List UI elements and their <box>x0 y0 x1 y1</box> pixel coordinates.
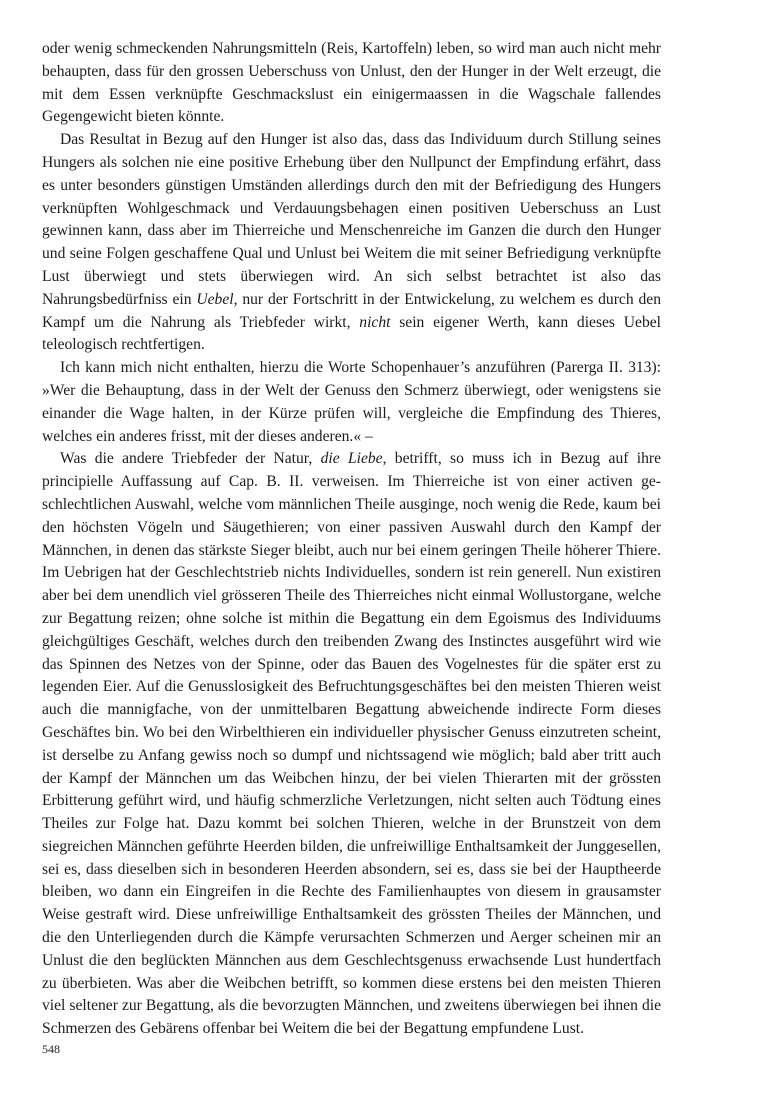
page-body <box>42 38 661 1041</box>
emphasis-text: die Liebe <box>320 450 383 468</box>
paragraph-2 <box>42 129 661 357</box>
page-number: 548 <box>42 1042 60 1056</box>
text-run: Was die andere Triebfeder der Natur, <box>60 450 321 468</box>
paragraph-4 <box>42 448 661 1041</box>
text-run: , betrifft, so muss ich in Bezug auf ihre principielle Auffassung auf Cap. B. II. verweisen. Im Thierreiche ist von einer activen geschlechtlichen Auswahl, welche vom männlichen Theile ausginge, noch wenig die Rede, kaum bei den höchsten Vögeln und Säugethieren; von einer passiven Auswahl durch den Kampf der Männchen, in denen das stärkste Sieger bleibt, auch nur bei einem geringen Theile höherer Thiere. Im Uebrigen hat der Geschlechtstrieb nichts Individuelles, sondern ist rein generell. Nun existiren aber bei dem unendlich viel grösseren Theile des Thierreiches nicht einmal Wollustorgane, welche zur Begattung reizen; ohne solche ist mithin die Begattung ein dem Egoismus des Individuums gleichgültiges Geschäft, welches durch den treibenden Zwang des Instinctes ausgeführt wird wie das Spinnen des Netzes von der Spinne, oder das Bauen des Vogelnestes für die später erst zu legenden Eier. Auf die Genusslosigkeit des Befruchtungsgeschäftes bei den meisten Thieren weist auch die mannigfache, von der unmittelbaren Begattung abweichende indirecte Form dieses Geschäftes bin. Wo bei den Wirbelthieren ein individueller physischer Genuss einzutreten scheint, ist derselbe zu Anfang gewiss noch so dumpf und nichtssagend wie möglich; bald aber tritt auch der Kampf der Männchen um das Weibchen hinzu, der bei vielen Thierarten mit der grössten Erbitterung geführt wird, und häufig schmerzliche Verletzungen, nicht selten auch Tödtung eines Theiles zur Folge hat. Dazu kommt bei solchen Thieren, welche in der Brunstzeit von dem siegreichen Männchen geführte Heerden bilden, die unfreiwillige Enthaltsamkeit der Junggesellen, sei es, dass dieselben sich in besonderen Heerden absondern, sei es, dass sie bei der Hauptheerde bleiben, wo dann ein Eingreifen in die Rechte des Familienhauptes von diesem in grausamster Weise gestraft wird. Diese unfreiwillige Enthaltsamkeit des grössten Theiles der Männchen, und die den Unterliegenden durch die Kämpfe verursachten Schmerzen und Aerger scheinen mir an Unlust die den beglückten Männchen aus dem Geschlechtsgenuss erwachsende Lust hundertfach zu überbieten. Was aber die Weibchen betrifft, so kommen diese erstens bei den meisten Thieren viel seltener zur Begattung, als die bevorzugten Männchen, und zweitens überwiegen bei ihnen die Schmerzen des Gebärens offenbar bei Weitem die bei der Begattung empfundene Lust. <box>42 450 661 1038</box>
text-run: Das Resultat in Bezug auf den Hunger ist also das, dass das Individuum durch Stillung seines Hungers als solchen nie eine positive Erhebung über den Nullpunct der Empfindung erfährt, dass es unter besonders günstigen Umständen allerdings durch den mit der Befriedigung des Hungers verknüpften Wohlgeschmack und Verdauungsbehagen einen positiven Ueberschuss an Lust gewinnen kann, dass aber im Thierreiche und Menschenreiche im Ganzen die durch den Hunger und seine Folgen geschaffene Qual und Unlust bei Weitem die mit seiner Befriedigung verknüpfte Lust überwiegt und stets überwiegen wird. An sich selbst betrachtet ist also das Nahrungsbedürfniss ein <box>42 131 661 308</box>
text-run: sein eigener Werth, kann dieses Uebel teleologisch rechtfertigen. <box>42 313 661 354</box>
emphasis-text: Uebel <box>196 290 234 308</box>
text-run: oder wenig schmeckenden Nahrungsmitteln (Reis, Kartoffeln) leben, so wird man auch nicht mehr behaupten, dass für den grossen Ueberschuss von Unlust, den der Hunger in der Welt erzeugt, die mit dem Essen verknüpfte Geschmackslust ein einigermaassen in die Wagschale fallendes Gegengewicht bieten könnte. <box>42 40 661 126</box>
text-run: , nur der Fortschritt in der Entwickelung, zu welchem es durch den Kampf um die Nahrung als Triebfeder wirkt, <box>42 290 661 331</box>
paragraph-1 <box>42 38 661 129</box>
paragraph-3 <box>42 357 661 448</box>
text-run: Ich kann mich nicht enthalten, hierzu die Worte Schopenhauer’s anzuführen (Parerga II. 313): »Wer die Behauptung, dass in der Welt der Genuss den Schmerz überwiegt, oder wenigstens sie einander die Wage halten, in der Kürze prüfen will, vergleiche die Empfindung des Thieres, welches ein anderes frisst, mit der dieses anderen.« – <box>42 359 661 445</box>
emphasis-text: nicht <box>359 313 391 331</box>
